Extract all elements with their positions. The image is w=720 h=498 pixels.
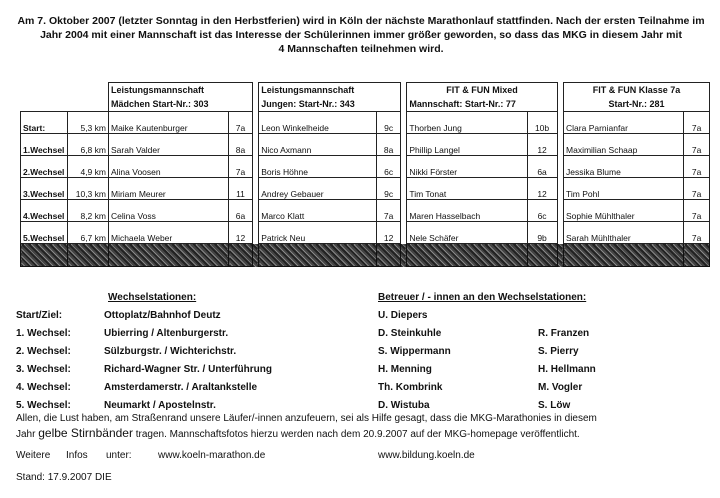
runner-class: 7a — [684, 156, 710, 178]
runner-name: Michaela Weber — [108, 222, 228, 244]
team-subtitle: Start-Nr.: 281 — [564, 97, 710, 112]
helper-name: M. Vogler — [538, 382, 583, 393]
station-label: 4. Wechsel: — [16, 382, 71, 393]
list-item — [16, 346, 376, 364]
runner-class: 12 — [229, 222, 253, 244]
list-item — [16, 328, 376, 346]
helper-name: D. Wistuba — [378, 400, 430, 411]
helper-name: S. Pierry — [538, 346, 579, 357]
runner-name: Andrey Gebauer — [259, 178, 377, 200]
runner-class: 7a — [684, 134, 710, 156]
link-koeln-marathon[interactable]: www.koeln-marathon.de — [158, 450, 266, 461]
helper-name: U. Diepers — [378, 310, 428, 321]
runner-class: 8a — [229, 134, 253, 156]
team-subtitle-row — [21, 97, 710, 112]
runner-class: 6c — [377, 156, 401, 178]
stage-distance: 6,7 km — [68, 222, 109, 244]
intro-line-2: Jahr 2004 mit einer Mannschaft ist das Interesse der Schülerinnen immer größer geworden, so dass das MKG in diesem Jahr mit — [40, 29, 682, 41]
station-label: 1. Wechsel: — [16, 328, 71, 339]
station-label: 3. Wechsel: — [16, 364, 71, 375]
list-item — [378, 346, 708, 364]
shaded-row — [21, 244, 710, 267]
team-title-row — [21, 83, 710, 98]
helper-name: H. Hellmann — [538, 364, 596, 375]
highlight-text: gelbe Stirnbänder — [38, 426, 133, 440]
intro-line-3: 4 Mannschaften teilnehmen wird. — [278, 43, 444, 55]
helper-name: D. Steinkuhle — [378, 328, 442, 339]
helper-name: S. Wippermann — [378, 346, 451, 357]
station-value: Ottoplatz/Bahnhof Deutz — [104, 310, 221, 321]
list-item — [16, 364, 376, 382]
table-row — [21, 134, 710, 156]
runner-name: Jessika Blume — [564, 156, 684, 178]
runner-class: 7a — [684, 200, 710, 222]
stage-distance: 10,3 km — [68, 178, 109, 200]
helper-name: Th. Kombrink — [378, 382, 443, 393]
runner-name: Celina Voss — [108, 200, 228, 222]
team-table — [20, 82, 710, 267]
intro-line-1: Am 7. Oktober 2007 (letzter Sonntag in den Herbstferien) wird in Köln der nächste Marathonlauf stattfinden. Nach der ersten Teilnahme im — [17, 15, 705, 27]
station-label: 2. Wechsel: — [16, 346, 71, 357]
runner-class: 9b — [527, 222, 557, 244]
station-value: Neumarkt / Apostelnstr. — [104, 400, 216, 411]
intro-text — [16, 14, 706, 56]
footer-text — [16, 412, 716, 442]
runner-name: Clara Parnianfar — [564, 112, 684, 134]
runner-name: Tim Tonat — [407, 178, 527, 200]
footer-line-2: Jahr gelbe Stirnbänder tragen. Mannschaftsfotos hierzu werden nach dem 20.9.2007 auf der MKG-homepage veröffentlicht. — [16, 426, 580, 440]
stage-label: Start: — [21, 112, 68, 134]
helper-name: H. Menning — [378, 364, 432, 375]
station-label: 5. Wechsel: — [16, 400, 71, 411]
stage-label: 2.Wechsel — [21, 156, 68, 178]
stage-distance: 6,8 km — [68, 134, 109, 156]
team-title: Leistungsmannschaft — [108, 83, 252, 98]
table-row — [21, 112, 710, 134]
table-row — [21, 178, 710, 200]
runner-class: 7a — [684, 178, 710, 200]
runner-class: 6a — [527, 156, 557, 178]
runner-name: Nele Schäfer — [407, 222, 527, 244]
stage-label: 4.Wechsel — [21, 200, 68, 222]
station-value: Sülzburgstr. / Wichterichstr. — [104, 346, 237, 357]
info-label: Weitere — [16, 450, 51, 461]
helpers-list — [378, 310, 708, 418]
team-subtitle: Jungen: Start-Nr.: 343 — [259, 97, 401, 112]
helper-name: S. Löw — [538, 400, 571, 411]
runner-class: 7a — [684, 112, 710, 134]
team-subtitle: Mädchen Start-Nr.: 303 — [108, 97, 252, 112]
table-row — [21, 200, 710, 222]
runner-name: Miriam Meurer — [108, 178, 228, 200]
runner-class: 7a — [229, 112, 253, 134]
runner-name: Marco Klatt — [259, 200, 377, 222]
stations-list — [16, 310, 376, 418]
runner-class: 6a — [229, 200, 253, 222]
station-value: Ubierring / Altenburgerstr. — [104, 328, 229, 339]
helpers-heading: Betreuer / - innen an den Wechselstationen: — [378, 292, 587, 303]
link-bildung-koeln[interactable]: www.bildung.koeln.de — [378, 450, 475, 461]
list-item — [378, 310, 708, 328]
runner-class: 11 — [229, 178, 253, 200]
runner-name: Phillip Langel — [407, 134, 527, 156]
station-label: Start/Ziel: — [16, 310, 63, 321]
list-item — [16, 310, 376, 328]
runner-class: 12 — [377, 222, 401, 244]
runner-name: Thorben Jung — [407, 112, 527, 134]
table-row — [21, 156, 710, 178]
stage-label: 1.Wechsel — [21, 134, 68, 156]
stand-date: Stand: 17.9.2007 DIE — [16, 472, 112, 483]
runner-name: Sarah Valder — [108, 134, 228, 156]
runner-class: 10b — [527, 112, 557, 134]
list-item — [378, 382, 708, 400]
footer-line-1: Allen, die Lust haben, am Straßenrand unsere Läufer/-innen anzufeuern, sei als Hilfe gesagt, dass die MKG-Marathonies in diesem — [16, 413, 597, 424]
helper-name: R. Franzen — [538, 328, 590, 339]
runner-name: Sarah Mühlthaler — [564, 222, 684, 244]
runner-name: Nikki Förster — [407, 156, 527, 178]
runner-class: 8a — [377, 134, 401, 156]
runner-class: 9c — [377, 178, 401, 200]
runner-class: 7a — [229, 156, 253, 178]
runner-name: Sophie Mühlthaler — [564, 200, 684, 222]
runner-class: 9c — [377, 112, 401, 134]
runner-name: Maximilian Schaap — [564, 134, 684, 156]
station-value: Richard-Wagner Str. / Unterführung — [104, 364, 272, 375]
runner-name: Nico Axmann — [259, 134, 377, 156]
runner-name: Boris Höhne — [259, 156, 377, 178]
list-item — [16, 382, 376, 400]
team-title: FIT & FUN Klasse 7a — [564, 83, 710, 98]
runner-name: Leon Winkelheide — [259, 112, 377, 134]
runner-class: 7a — [377, 200, 401, 222]
info-label: unter: — [106, 450, 132, 461]
runner-name: Patrick Neu — [259, 222, 377, 244]
runner-class: 6c — [527, 200, 557, 222]
info-label: Infos — [66, 450, 88, 461]
team-title: FIT & FUN Mixed — [407, 83, 557, 98]
runner-name: Alina Voosen — [108, 156, 228, 178]
runner-name: Tim Pohl — [564, 178, 684, 200]
stage-label: 5.Wechsel — [21, 222, 68, 244]
runner-name: Maren Hasselbach — [407, 200, 527, 222]
table-row — [21, 222, 710, 244]
runner-class: 7a — [684, 222, 710, 244]
stage-distance: 8,2 km — [68, 200, 109, 222]
stage-label: 3.Wechsel — [21, 178, 68, 200]
station-value: Amsterdamerstr. / Araltankstelle — [104, 382, 258, 393]
list-item — [378, 364, 708, 382]
runner-name: Maike Kautenburger — [108, 112, 228, 134]
list-item — [378, 328, 708, 346]
stations-heading: Wechselstationen: — [108, 292, 197, 303]
team-title: Leistungsmannschaft — [259, 83, 401, 98]
runner-class: 12 — [527, 134, 557, 156]
team-subtitle: Mannschaft: Start-Nr.: 77 — [407, 97, 557, 112]
stage-distance: 5,3 km — [68, 112, 109, 134]
runner-class: 12 — [527, 178, 557, 200]
stage-distance: 4,9 km — [68, 156, 109, 178]
